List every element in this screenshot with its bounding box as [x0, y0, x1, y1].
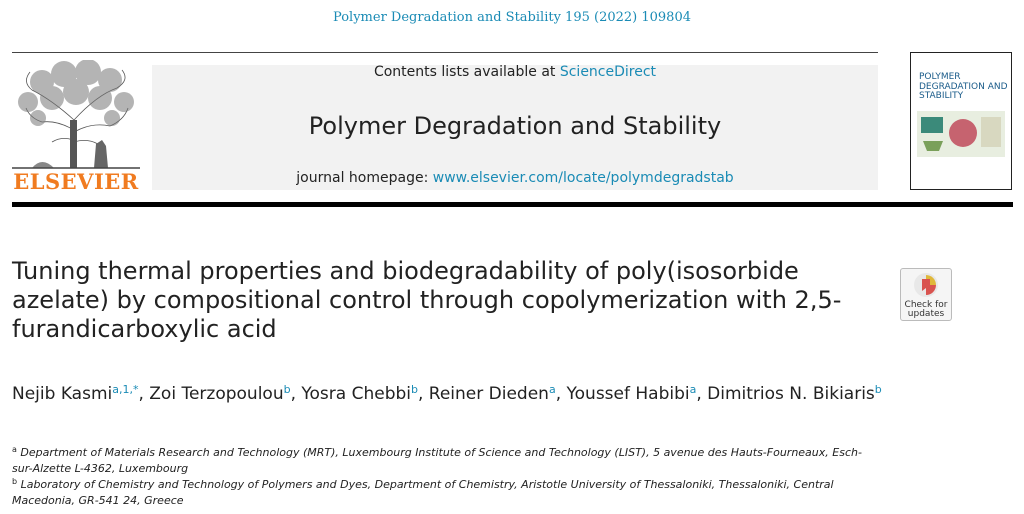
author-affiliation-marker[interactable]: b: [283, 383, 291, 396]
author-separator: ,: [696, 384, 702, 404]
cover-title: POLYMER DEGRADATION AND STABILITY: [919, 72, 1008, 101]
homepage-line: [152, 170, 878, 186]
author-affiliation-marker[interactable]: a: [689, 383, 697, 396]
tree-icon: [12, 60, 140, 170]
affiliation-a: [12, 442, 882, 477]
journal-name: Polymer Degradation and Stability: [308, 112, 722, 140]
author[interactable]: [567, 384, 702, 404]
elsevier-logo[interactable]: [12, 60, 140, 194]
author[interactable]: [707, 384, 882, 404]
author-separator: ,: [290, 384, 302, 404]
author-name[interactable]: Youssef Habibi: [566, 384, 690, 404]
author-separator: ,: [138, 384, 150, 404]
author-affiliation-marker[interactable]: a,1,*: [112, 383, 139, 396]
elsevier-wordmark: ELSEVIER: [13, 169, 139, 194]
author[interactable]: [12, 384, 149, 404]
author-name[interactable]: Dimitrios N. Bikiaris: [707, 384, 875, 404]
author[interactable]: [301, 384, 428, 404]
author-affiliation-marker[interactable]: b: [874, 383, 882, 396]
author-list: [12, 378, 882, 406]
contents-prefix: Contents lists available at: [373, 64, 560, 80]
article-title: Tuning thermal properties and biodegradability of poly(isosorbide azelate) by compositional control through copolymerization with 2,5-furandicarboxylic acid: [12, 257, 842, 343]
author-name[interactable]: Reiner Dieden: [428, 384, 549, 404]
homepage-prefix: journal homepage:: [296, 170, 433, 186]
author[interactable]: [429, 384, 567, 404]
author[interactable]: [149, 384, 301, 404]
cover-graphic: [917, 111, 1005, 157]
crossmark-icon: [901, 269, 951, 301]
journal-cover-image[interactable]: [910, 52, 1012, 190]
journal-citation[interactable]: Polymer Degradation and Stability 195 (2022) 109804: [333, 10, 691, 25]
author-name[interactable]: Zoi Terzopoulou: [149, 384, 284, 404]
author-affiliation-marker[interactable]: b: [411, 383, 418, 396]
sciencedirect-link[interactable]: ScienceDirect: [559, 64, 657, 80]
header-divider: [12, 52, 878, 53]
check-for-updates-label: Check for updates: [904, 300, 948, 319]
affiliation-text: Laboratory of Chemistry and Technology of Polymers and Dyes, Department of Chemistry, Aristotle University of Thessaloniki, Thessaloniki, Central Macedonia, GR-541 24, Greece: [12, 478, 834, 507]
journal-homepage-link[interactable]: www.elsevier.com/locate/polymdegradstab: [432, 170, 734, 186]
affiliation-text: Department of Materials Research and Technology (MRT), Luxembourg Institute of Science and Technology (LIST), 5 avenue des Hauts-Fourneaux, Esch-sur-Alzette L-4362, Luxembourg: [12, 446, 862, 475]
section-divider: [12, 202, 1013, 207]
affiliation-label: b: [12, 477, 18, 486]
author-separator: ,: [555, 384, 567, 404]
author-separator: ,: [417, 384, 429, 404]
author-name[interactable]: Nejib Kasmi: [12, 384, 113, 404]
affiliation-b: [12, 474, 882, 509]
contents-line: [152, 64, 878, 80]
affiliation-label: a: [12, 445, 17, 454]
check-for-updates-button[interactable]: [900, 268, 952, 321]
author-name[interactable]: Yosra Chebbi: [301, 384, 411, 404]
author-affiliation-marker[interactable]: a: [548, 383, 556, 396]
